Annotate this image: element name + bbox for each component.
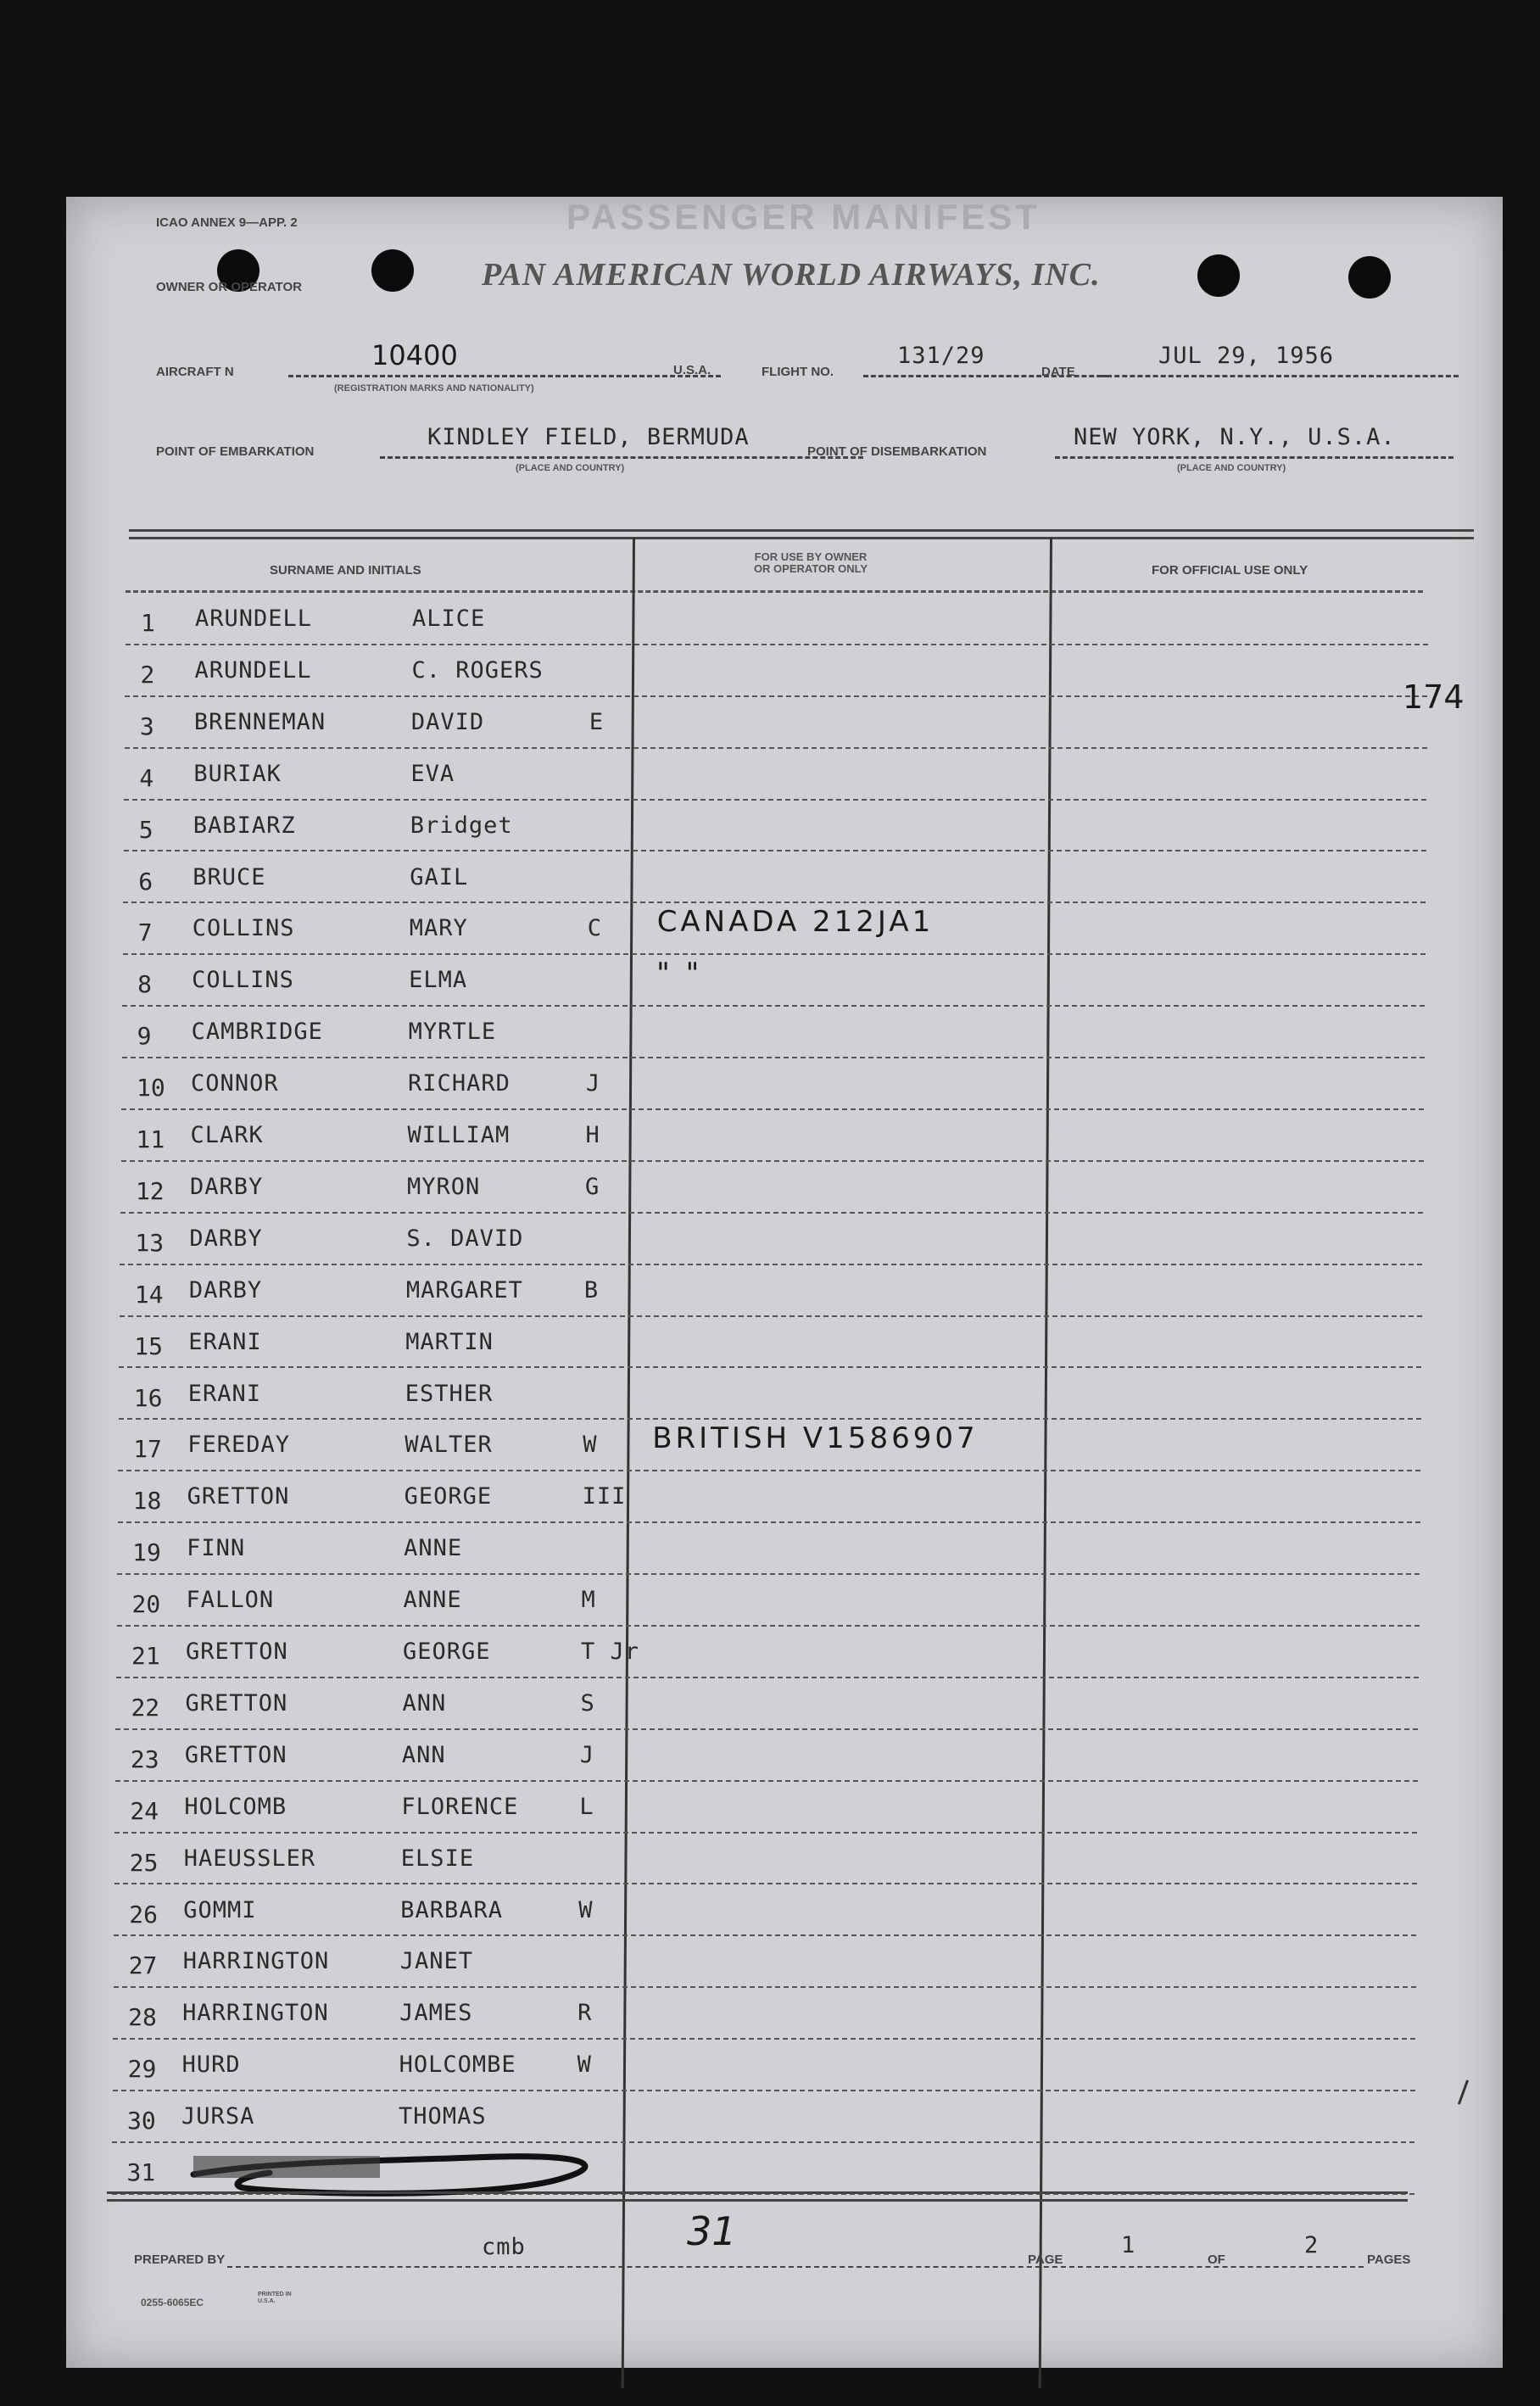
row-initial: W bbox=[583, 1432, 598, 1459]
row-surname: HURD bbox=[181, 2052, 241, 2079]
row-number: 26 bbox=[129, 1900, 158, 1929]
table-row bbox=[66, 1162, 1503, 1214]
row-given: MYRTLE bbox=[408, 1019, 497, 1046]
row-number: 4 bbox=[139, 763, 154, 792]
row-surname: COLLINS bbox=[192, 915, 295, 942]
table-bottom-rule bbox=[107, 2191, 1408, 2202]
row-given: ALICE bbox=[412, 606, 486, 632]
table-row bbox=[66, 1317, 1503, 1369]
flight-value: 131/29 bbox=[897, 343, 985, 369]
row-given: BARBARA bbox=[400, 1896, 504, 1923]
row-surname: FALLON bbox=[186, 1587, 275, 1614]
table-row bbox=[66, 1265, 1503, 1317]
row-operator-note: " " bbox=[656, 957, 703, 991]
embark-underline bbox=[380, 456, 863, 459]
row-initial: M bbox=[581, 1587, 596, 1614]
row-given: ELSIE bbox=[400, 1845, 475, 1872]
row-number: 31 bbox=[126, 2158, 156, 2186]
form-number: 0255-6065EC bbox=[141, 2297, 204, 2308]
of-label: OF bbox=[1208, 2252, 1225, 2267]
row-given: HOLCOMBE bbox=[399, 2052, 516, 2079]
row-number: 29 bbox=[127, 2055, 157, 2084]
row-initial: C bbox=[587, 915, 602, 942]
date-underline bbox=[1099, 375, 1459, 377]
row-operator-note: CANADA 212JA1 bbox=[656, 905, 935, 940]
aircraft-label: AIRCRAFT N bbox=[156, 365, 234, 379]
row-given: EVA bbox=[410, 760, 455, 787]
row-given: MYRON bbox=[406, 1173, 481, 1200]
row-surname: HAEUSSLER bbox=[183, 1845, 316, 1872]
row-operator-note: BRITISH V1586907 bbox=[652, 1421, 979, 1456]
row-given: ANNE bbox=[403, 1587, 462, 1614]
row-surname: HARRINGTON bbox=[182, 2000, 329, 2027]
row-surname: GRETTON bbox=[187, 1483, 290, 1510]
row-number: 10 bbox=[137, 1074, 165, 1103]
row-given: ESTHER bbox=[405, 1380, 494, 1407]
row-initial: T Jr bbox=[581, 1638, 640, 1665]
passenger-count: 31 bbox=[687, 2208, 737, 2254]
disembark-underline bbox=[1055, 456, 1454, 459]
table-row bbox=[66, 801, 1503, 852]
row-surname: GRETTON bbox=[186, 1638, 288, 1665]
row-surname: FINN bbox=[187, 1535, 246, 1562]
printed-mark: PRINTED IN U.S.A. bbox=[258, 2292, 292, 2304]
table-row bbox=[66, 1678, 1503, 1730]
table-row bbox=[66, 852, 1503, 904]
row-surname: BABIARZ bbox=[192, 812, 296, 839]
row-surname: FEREDAY bbox=[187, 1432, 290, 1459]
punch-hole bbox=[1348, 256, 1391, 299]
row-given: MARY bbox=[409, 915, 468, 942]
table-row bbox=[66, 594, 1503, 645]
row-initial: B bbox=[583, 1276, 600, 1303]
row-surname: CLARK bbox=[190, 1122, 264, 1148]
row-number: 17 bbox=[133, 1435, 162, 1464]
aircraft-value: 10400 bbox=[371, 339, 458, 371]
embark-sub: (PLACE AND COUNTRY) bbox=[516, 463, 625, 473]
table-row bbox=[66, 1575, 1503, 1627]
embark-label: POINT OF EMBARKATION bbox=[156, 444, 315, 459]
row-given: Bridget bbox=[410, 812, 513, 839]
punch-hole bbox=[1197, 254, 1240, 297]
aircraft-sub: (REGISTRATION MARKS AND NATIONALITY) bbox=[334, 383, 534, 394]
row-given: FLORENCE bbox=[401, 1793, 519, 1820]
row-surname: ERANI bbox=[188, 1328, 262, 1355]
row-surname: CONNOR bbox=[191, 1070, 279, 1097]
prepared-label: PREPARED BY bbox=[134, 2252, 226, 2267]
row-number: 5 bbox=[138, 815, 153, 844]
row-number: 19 bbox=[132, 1538, 161, 1567]
table-top-rule bbox=[129, 529, 1474, 539]
row-given: S. DAVID bbox=[406, 1225, 524, 1252]
row-number: 30 bbox=[127, 2107, 156, 2135]
row-number: 7 bbox=[137, 918, 153, 947]
row-initial: J bbox=[586, 1070, 601, 1097]
table-row bbox=[66, 1782, 1503, 1834]
table-row bbox=[66, 2040, 1503, 2091]
col-header-surname: SURNAME AND INITIALS bbox=[270, 563, 421, 578]
row-surname: ARUNDELL bbox=[194, 656, 312, 684]
prepared-value: cmb bbox=[482, 2234, 526, 2260]
row-given: GEORGE bbox=[403, 1638, 491, 1665]
page-label: PAGE bbox=[1028, 2252, 1063, 2267]
table-row bbox=[66, 903, 1503, 955]
manifest-sheet bbox=[66, 197, 1503, 2368]
row-number: 12 bbox=[135, 1176, 165, 1205]
row-surname: JURSA bbox=[181, 2103, 255, 2130]
table-row bbox=[66, 1627, 1503, 1678]
row-surname: GRETTON bbox=[185, 1689, 288, 1717]
row-number: 23 bbox=[130, 1744, 159, 1773]
row-surname: GRETTON bbox=[184, 1741, 287, 1768]
row-given: ANN bbox=[402, 1689, 447, 1717]
table-row bbox=[66, 1058, 1503, 1110]
row-initial: H bbox=[585, 1122, 600, 1148]
row-number: 8 bbox=[137, 970, 152, 999]
table-row bbox=[66, 1420, 1503, 1471]
embark-value: KINDLEY FIELD, BERMUDA bbox=[427, 424, 750, 450]
table-row bbox=[66, 1214, 1503, 1265]
table-row bbox=[66, 1834, 1503, 1885]
row-surname: ERANI bbox=[187, 1380, 262, 1407]
row-given: DAVID bbox=[410, 708, 485, 735]
table-row bbox=[66, 645, 1503, 697]
row-number: 14 bbox=[134, 1280, 164, 1309]
table-row bbox=[66, 955, 1503, 1007]
row-number: 9 bbox=[137, 1022, 152, 1051]
row-given: MARTIN bbox=[405, 1328, 494, 1355]
row-number: 11 bbox=[136, 1125, 165, 1153]
row-given: GAIL bbox=[410, 863, 469, 890]
punch-hole bbox=[371, 249, 414, 292]
row-surname: DARBY bbox=[188, 1276, 263, 1303]
row-number: 20 bbox=[131, 1590, 161, 1619]
footer-underline bbox=[227, 2266, 1364, 2268]
pages-value: 2 bbox=[1304, 2232, 1320, 2258]
row-given: GEORGE bbox=[404, 1483, 493, 1510]
row-number: 13 bbox=[135, 1228, 165, 1257]
row-number: 15 bbox=[134, 1331, 164, 1360]
row-given: WALTER bbox=[405, 1432, 493, 1459]
row-surname: HARRINGTON bbox=[182, 1948, 330, 1975]
row-number: 6 bbox=[138, 867, 153, 896]
row-initial: R bbox=[578, 2000, 593, 2027]
row-initial: W bbox=[578, 1896, 594, 1923]
row-number: 24 bbox=[130, 1796, 159, 1825]
row-number: 3 bbox=[139, 712, 154, 740]
pages-label: PAGES bbox=[1367, 2252, 1411, 2267]
row-surname: DARBY bbox=[189, 1225, 263, 1252]
row-initial: S bbox=[580, 1689, 595, 1717]
row-given: ELMA bbox=[409, 967, 468, 994]
table-row bbox=[66, 1730, 1503, 1782]
row-given: WILLIAM bbox=[407, 1122, 511, 1148]
date-label: DATE bbox=[1041, 365, 1075, 379]
col-header-official: FOR OFFICIAL USE ONLY bbox=[1152, 563, 1308, 578]
form-ref: ICAO ANNEX 9—APP. 2 bbox=[156, 215, 298, 230]
row-given: MARGARET bbox=[405, 1276, 523, 1303]
row-initial: III bbox=[582, 1483, 627, 1510]
table-row bbox=[66, 1007, 1503, 1058]
row-initial: W bbox=[577, 2052, 592, 2079]
disembark-value: NEW YORK, N.Y., U.S.A. bbox=[1074, 424, 1396, 450]
row-surname: DARBY bbox=[189, 1173, 264, 1200]
row-number: 28 bbox=[128, 2003, 157, 2032]
row-initial: L bbox=[579, 1793, 594, 1820]
row-initial: E bbox=[589, 708, 605, 735]
row-number: 22 bbox=[131, 1693, 160, 1722]
row-surname: BRUCE bbox=[192, 863, 266, 890]
col-header-operator: FOR USE BY OWNER OR OPERATOR ONLY bbox=[753, 550, 868, 575]
row-surname: ARUNDELL bbox=[195, 606, 313, 632]
header-rule bbox=[126, 590, 1423, 593]
owner-name: PAN AMERICAN WORLD AIRWAYS, INC. bbox=[482, 257, 1101, 293]
table-row bbox=[66, 1988, 1503, 2040]
form-title: PASSENGER MANIFEST bbox=[566, 197, 1041, 237]
table-row bbox=[66, 1885, 1503, 1937]
row-initial: J bbox=[579, 1741, 595, 1768]
row-given: JANET bbox=[399, 1948, 473, 1975]
row-surname: COLLINS bbox=[192, 967, 294, 994]
row-initial: G bbox=[584, 1173, 600, 1200]
row-number: 2 bbox=[140, 660, 155, 689]
table-row bbox=[66, 1110, 1503, 1162]
table-row bbox=[66, 1471, 1503, 1523]
row-given: ANN bbox=[401, 1741, 446, 1768]
row-given: C. ROGERS bbox=[411, 656, 544, 684]
table-row bbox=[66, 1936, 1503, 1988]
table-row bbox=[66, 1523, 1503, 1575]
table-row bbox=[66, 1369, 1503, 1421]
row-surname: HOLCOMB bbox=[184, 1793, 287, 1820]
owner-label: OWNER OR OPERATOR bbox=[156, 280, 302, 294]
row-number: 25 bbox=[129, 1848, 159, 1877]
usa-label: U.S.A. bbox=[673, 363, 711, 377]
row-given: RICHARD bbox=[408, 1070, 511, 1097]
aircraft-underline bbox=[288, 375, 721, 377]
disembark-sub: (PLACE AND COUNTRY) bbox=[1177, 463, 1286, 473]
disembark-label: POINT OF DISEMBARKATION bbox=[807, 444, 987, 459]
date-value: JUL 29, 1956 bbox=[1158, 343, 1335, 369]
table-row bbox=[66, 749, 1503, 801]
row-number: 1 bbox=[141, 609, 155, 637]
row-given: THOMAS bbox=[399, 2103, 487, 2130]
row-number: 21 bbox=[131, 1642, 160, 1670]
page-value: 1 bbox=[1121, 2232, 1136, 2258]
row-surname: BRENNEMAN bbox=[193, 708, 326, 735]
stamp-number: 174 bbox=[1403, 678, 1465, 716]
row-given: ANNE bbox=[404, 1535, 463, 1562]
row-number: 27 bbox=[128, 1951, 158, 1980]
row-given: JAMES bbox=[399, 2000, 473, 2027]
row-surname: GOMMI bbox=[183, 1896, 257, 1923]
row-surname: CAMBRIDGE bbox=[191, 1019, 323, 1046]
row-number: 16 bbox=[133, 1383, 163, 1412]
table-row bbox=[66, 697, 1503, 749]
row-surname: BURIAK bbox=[193, 760, 282, 787]
flight-label: FLIGHT NO. bbox=[762, 365, 834, 379]
row-number: 18 bbox=[132, 1487, 162, 1516]
